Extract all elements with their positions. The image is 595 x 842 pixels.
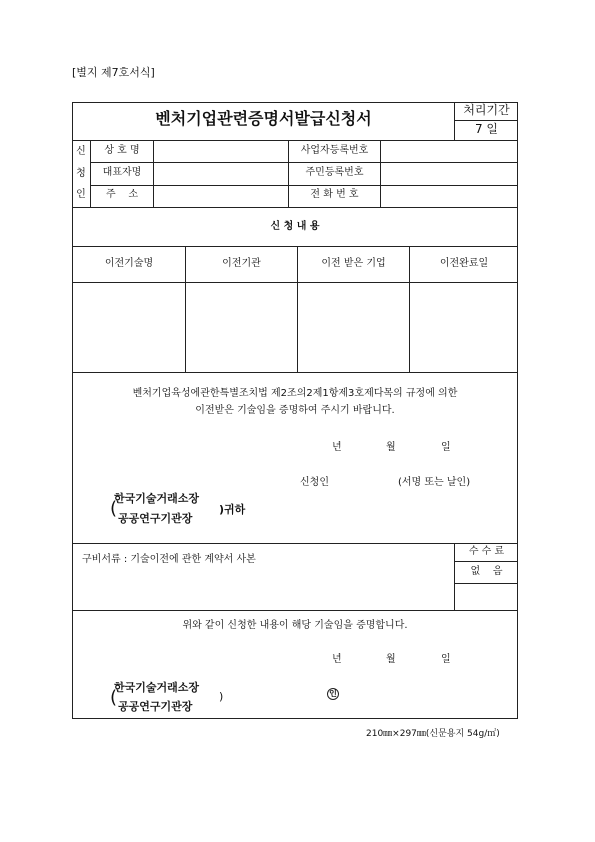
issuer-research-institute: 공공연구기관장 [118,700,193,713]
fee-label: 수 수 료 [468,546,505,557]
address-label: 주 소 [105,189,139,200]
resident-registration-field[interactable] [381,163,518,185]
statement-line-1: 벤처기업육성에관한특별조치법 제2조의2제1항제3호제다목의 규정에 의한 [132,388,458,399]
representative-label: 대표자명 [102,167,142,178]
paper-spec: 210㎜×297㎜(신문용지 54g/㎡) [366,729,500,739]
honorific: )귀하 [219,503,246,516]
form-number: [별지 제7호서식] [72,66,155,79]
applicant-side-label-3: 인 [76,189,86,200]
column-header-recipient: 이전 받은 기업 [321,258,386,269]
trade-name-field[interactable] [154,141,288,162]
issuer-bracket-open: ( [110,687,118,708]
applicant-side-label-2: 청 [76,168,86,179]
processing-period-label: 처리기간 [463,103,510,117]
technology-cell[interactable] [73,283,185,372]
address-field[interactable] [154,186,288,207]
applicant-side-label-1: 신 [76,146,86,157]
cert-date-year-label: 년 [332,654,342,665]
cert-date-day-label: 일 [441,654,451,665]
column-header-completion-date: 이전완료일 [439,258,489,269]
institution-cell[interactable] [186,283,297,372]
trade-name-label: 상 호 명 [104,145,140,156]
resident-registration-label: 주민등록번호 [305,167,364,178]
seal-mark: 인 [329,689,337,698]
issuer-bracket-close: ) [219,690,224,703]
phone-field[interactable] [381,186,518,207]
processing-period-value: 7 일 [474,122,499,136]
business-registration-label: 사업자등록번호 [300,145,369,156]
column-header-technology: 이전기술명 [104,258,154,269]
addressee-ktte: 한국기술거래소장 [114,492,200,505]
column-header-institution: 이전기관 [222,258,261,269]
cert-date-month-label: 월 [386,654,396,665]
completion-date-cell[interactable] [410,283,518,372]
signature-note: (서명 또는 날인) [398,477,471,488]
statement-line-2: 이전받은 기술임을 증명하여 주시기 바랍니다. [195,405,395,416]
date-month-label: 월 [386,442,396,453]
date-day-label: 일 [441,442,451,453]
issuer-ktte: 한국기술거래소장 [114,681,200,694]
certification-text: 위와 같이 신청한 내용이 해당 기술임을 증명합니다. [182,620,408,631]
form-title: 벤처기업관련증명서발급신청서 [155,109,372,128]
fee-value: 없 음 [470,566,503,577]
date-year-label: 년 [332,442,342,453]
seal-circle [327,688,339,700]
request-heading: 신 청 내 용 [270,221,320,232]
addressee-bracket: ( [110,498,118,519]
representative-field[interactable] [154,163,288,185]
required-documents: 구비서류 : 기술이전에 관한 계약서 사본 [82,554,256,565]
addressee-research-institute: 공공연구기관장 [118,512,193,525]
phone-label: 전 화 번 호 [310,189,359,200]
applicant-label: 신청인 [300,477,329,488]
business-registration-field[interactable] [381,141,518,162]
recipient-cell[interactable] [298,283,409,372]
